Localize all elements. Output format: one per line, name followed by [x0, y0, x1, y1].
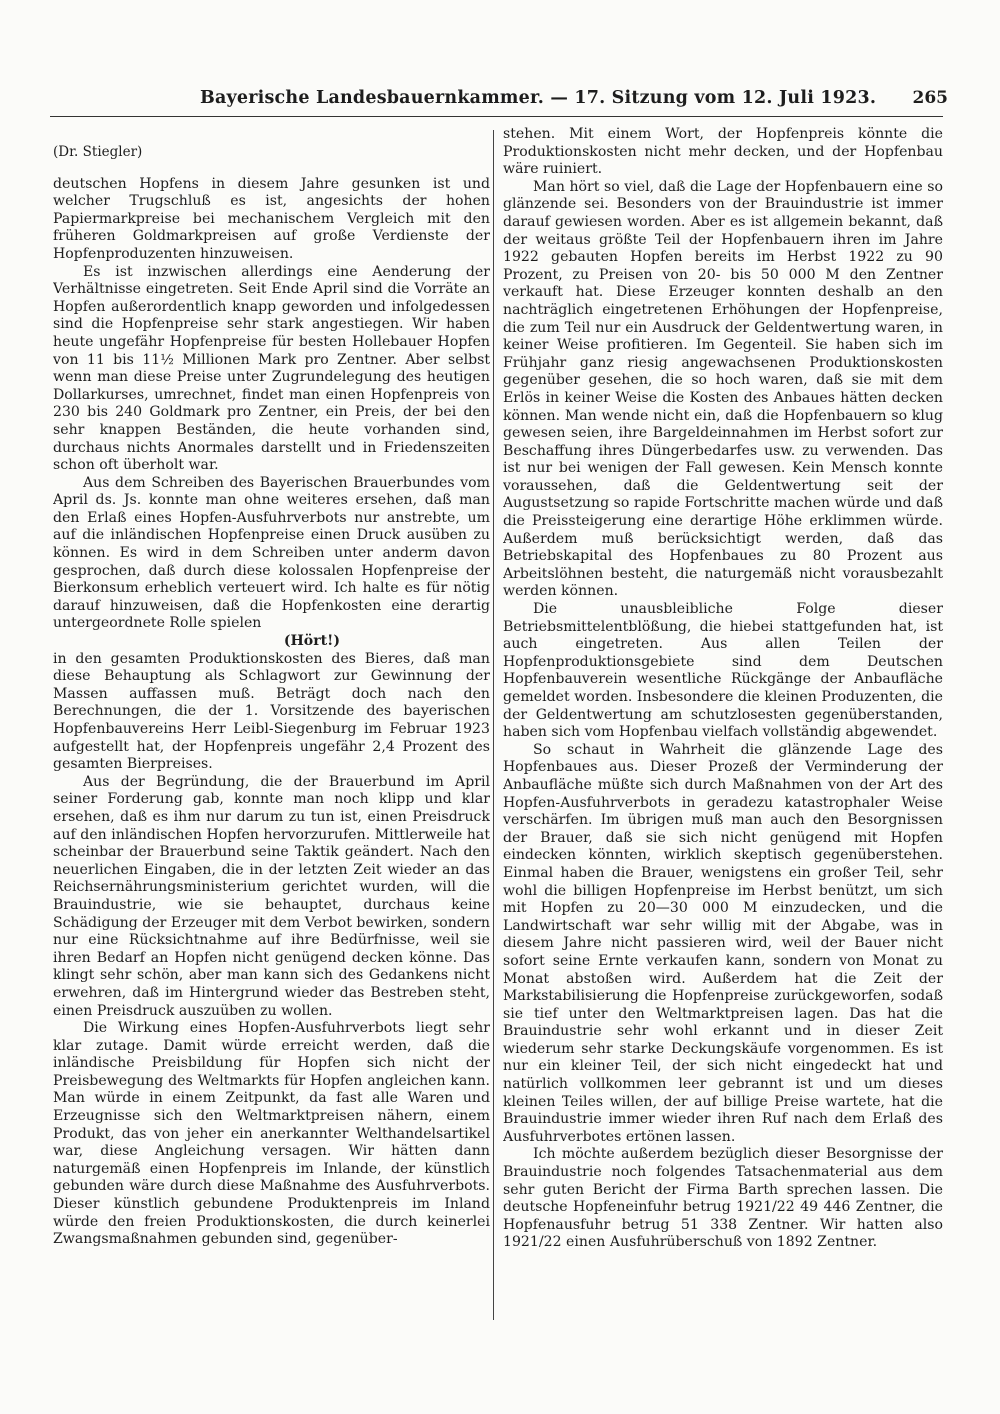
paragraph: Die Wirkung eines Hopfen-Ausfuhrverbots liegt sehr klar zutage. Damit würde erreicht werden, daß die inländische Preisbildung für Hopfen sich nicht der Preisbewegung des Weltmarkts für Hopfen angleichen kann. Man würde in einem Zeitpunkt, da fast alle Waren und Erzeugnisse sich den Weltmarktpreisen nähern, einem Produkt, das von jeher ein anerkannter Welthandelsartikel war, diese Angleichung versagen. Wir hätten dann naturgemäß einen Hopfenpreis im Inlande, der künstlich gebunden wäre durch diese Maßnahme des Ausfuhrverbots. Dieser künstlich gebundene Produktenpreis im Inland würde den freien Produktionskosten, die durch keinerlei Zwangsmaßnahmen gebunden sind, gegenüber-: [53, 1020, 490, 1248]
left-column: [53, 126, 490, 1326]
paragraph: in den gesamten Produktionskosten des Bieres, daß man diese Behauptung als Schlagwort zur Gewinnung der Massen auffassen muß. Beträgt doch nach den Berechnungen, die der 1. Vorsitzende des bayerischen Hopfenbauvereins Herr Leibl-Siegenburg im Februar 1923 aufgestellt hat, der Hopfenpreis ungefähr 2,4 Prozent des gesamten Bierpreises.: [53, 650, 490, 773]
paragraph: stehen. Mit einem Wort, der Hopfenpreis könnte die Produktionskosten nicht mehr decken, und der Hopfenbau wäre ruiniert.: [503, 126, 943, 178]
paragraph: deutschen Hopfens in diesem Jahre gesunken ist und welcher Trugschluß es ist, angesichts der hohen Papiermarkpreise bei mechanischem Vergleich mit den früheren Goldmarkpreisen auf große Verdienste der Hopfenproduzenten hinzuweisen.: [53, 175, 490, 262]
right-column: [503, 126, 943, 1326]
column-divider: [493, 130, 494, 1320]
interjection: (Hört!): [283, 633, 340, 650]
header-rule: [50, 116, 943, 117]
paragraph: Die unausbleibliche Folge dieser Betriebsmittelentblößung, die hiebei stattgefunden hat, ist auch eingetreten. Aus allen Teilen der Hopfenproduktionsgebiete sind dem Deutschen Hopfenbauverein wesentliche Rückgänge der Anbaufläche gemeldet worden. Insbesondere die kleinen Produzenten, die der Geldentwertung am schutzlosesten gegenüberstanden, haben sich vom Hopfenbau vielfach vollständig abgewendet.: [503, 601, 943, 741]
paragraph: Man hört so viel, daß die Lage der Hopfenbauern eine so glänzende sei. Besonders von der Brauindustrie ist immer darauf gewiesen worden. Aber es ist allgemein bekannt, daß der weitaus größte Teil der Hopfenbauern ihren im Jahre 1922 gebauten Hopfen bereits im Herbst 1922 zu 90 Prozent, zu Preisen von 20- bis 50 000 M den Zentner verkauft hat. Diese Erzeuger konnten deshalb an den nachträglich eingetretenen Erhöhungen der Hopfenpreise, die zum Teil nur ein Ausdruck der Geldentwertung waren, in keiner Weise profitieren. Im Gegenteil. Sie haben sich im Frühjahr ganz riesig angewachsenen Produktionskosten gegenüber gesehen, die so hoch waren, daß sie mit dem Erlös in keiner Weise die Kosten des Anbaues hätten decken können. Man wende nicht ein, daß die Hopfenbauern so klug gewesen seien, ihre Bargeldeinnahmen im Herbst sofort zur Beschaffung ihres Düngerbedarfes usw. zu verwenden. Das ist nur bei wenigen der Fall gewesen. Kein Mensch konnte voraussehen, daß die Geldentwertung seit der Augustsetzung so rapide Fortschritte machen würde und daß die Preissteigerung eine derartige Höhe erklimmen würde. Außerdem muß berücksichtigt werden, daß das Betriebskapital des Hopfenbaues zu 80 Prozent aus Arbeitslöhnen besteht, die naturgemäß nicht vorausbezahlt werden können.: [503, 178, 943, 600]
running-title: Bayerische Landesbauernkammer. — 17. Sitzung vom 12. Juli 1923.: [200, 88, 877, 108]
paragraph: Es ist inzwischen allerdings eine Aenderung der Verhältnisse eingetreten. Seit Ende April sind die Vorräte an Hopfen außerordentlich knapp geworden und infolgedessen sind die Hopfenpreise sehr stark angestiegen. Wir haben heute ungefähr Hopfenpreise für besten Hollebauer Hopfen von 11 bis 11½ Millionen Mark pro Zentner. Aber selbst wenn man diese Preise unter Zugrundelegung des heutigen Dollarkurses, umrechnet, findet man einen Hopfenpreis von 230 bis 240 Goldmark pro Zentner, ein Preis, der bei den sehr knappen Beständen, die heute vorhanden sind, durchaus nichts Anormales darstellt und in Friedenszeiten schon oft überholt war.: [53, 263, 490, 474]
paragraph: So schaut in Wahrheit die glänzende Lage des Hopfenbaues aus. Dieser Prozeß der Verminderung der Anbaufläche müßte sich durch Maßnahmen von der Art des Hopfen-Ausfuhrverbots in geradezu katastrophaler Weise verschärfen. Im übrigen muß man auch den Besorgnissen der Brauer, daß sie sich nicht genügend mit Hopfen eindecken könnten, wirklich skeptisch gegenüberstehen. Einmal haben die Brauer, wenigstens ein großer Teil, sehr wohl die billigen Hopfenpreise im Herbst benützt, um sich mit Hopfen zu 20—30 000 M einzudecken, und die Landwirtschaft war sehr willig mit der Abgabe, was in diesem Jahre nicht passieren wird, weil der Bauer nicht sofort seine Ernte verkaufen kann, sondern von Monat zu Monat abstoßen wird. Außerdem hat die Zeit der Markstabilisierung die Hopfenpreise zurückgeworfen, sodaß sie tief unter den Weltmarktpreisen lagen. Das hat die Brauindustrie sehr wohl erkannt und in dieser Zeit wiederum sehr starke Deckungskäufe vorgenommen. Es ist nur ein kleiner Teil, der sich nicht eingedeckt hat und natürlich vollkommen leer gebrannt ist und um dieses kleinen Teiles willen, der auf billige Preise wartete, hat die Brauindustrie immer wieder ihren Ruf nach dem Erlaß des Ausfuhrverbotes ertönen lassen.: [503, 741, 943, 1145]
paragraph: Aus dem Schreiben des Bayerischen Brauerbundes vom April ds. Js. konnte man ohne weiteres ersehen, daß man den Erlaß eines Hopfen-Ausfuhrverbots nur anstrebte, um auf die inländischen Hopfenpreise einen Druck ausüben zu können. Es wird in dem Schreiben unter anderm davon gesprochen, daß durch diese kolossalen Hopfenpreise der Bierkonsum erheblich verteuert wird. Ich halte es für nötig darauf hinzuweisen, daß die Hopfenkosten eine derartig untergeordnete Rolle spielen: [53, 474, 490, 632]
speaker-label: (Dr. Stiegler): [53, 144, 143, 160]
page-number: 265: [912, 88, 948, 108]
page-header: [50, 88, 950, 114]
paragraph: Ich möchte außerdem bezüglich dieser Besorgnisse der Brauindustrie noch folgendes Tatsachenmaterial aus dem sehr guten Bericht der Firma Barth sprechen lassen. Die deutsche Hopfeneinfuhr betrug 1921/22 49 446 Zentner, die Hopfenausfuhr betrug 51 338 Zentner. Wir hatten also 1921/22 einen Ausfuhrüberschuß von 1892 Zentner.: [503, 1146, 943, 1251]
paragraph: Aus der Begründung, die der Brauerbund im April seiner Forderung gab, konnte man noch klipp und klar ersehen, daß es ihm nur darum zu tun ist, einen Preisdruck auf den inländischen Hopfen hervorzurufen. Mittlerweile hat scheinbar der Brauerbund seine Taktik geändert. Nach den neuerlichen Eingaben, die in der letzten Zeit wieder an das Reichsernährungsministerium gerichtet wurden, will die Brauindustrie, wie sie behauptet, durchaus keine Schädigung der Erzeuger mit dem Verbot bewirken, sondern nur eine Rücksichtnahme auf ihre Bedürfnisse, weil sie ihren Bedarf an Hopfen nicht genügend decken könne. Das klingt sehr schön, aber man kann sich des Gedankens nicht erwehren, daß im Hintergrund wieder das Bestreben steht, einen Preisdruck auszuüben zu wollen.: [53, 773, 490, 1019]
